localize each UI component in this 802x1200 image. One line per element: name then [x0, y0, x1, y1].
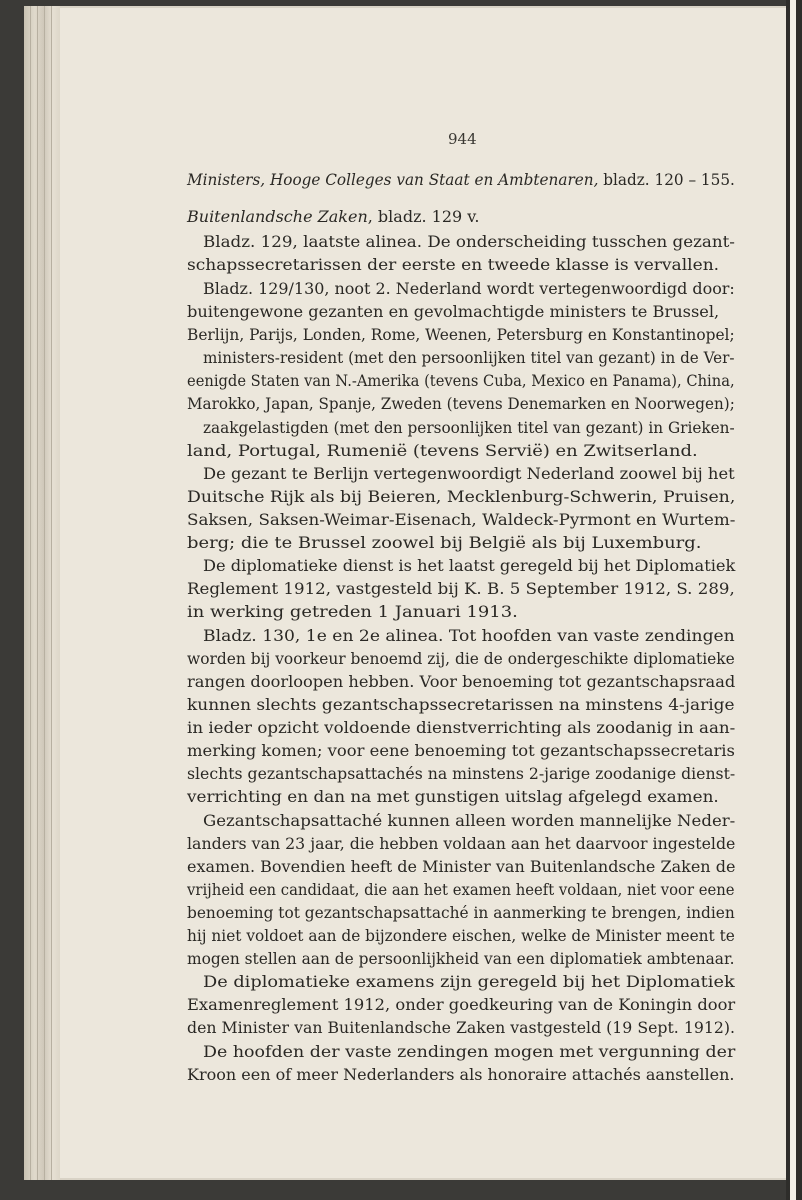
text-line: Marokko, Japan, Spanje, Zweden (tevens Denemarken en Noorwegen);	[187, 395, 735, 413]
section-heading-title: Ministers, Hooge Colleges van Staat en Ambtenaren,	[187, 170, 599, 189]
text-line: zaakgelastigden (met den persoonlijken titel van gezant) in Grieken-	[203, 419, 735, 437]
text-line: worden bij voorkeur benoemd zij, die de ondergeschikte diplomatieke	[187, 650, 735, 668]
scanner-edge-band	[790, 0, 796, 1200]
binding-line	[44, 6, 45, 1180]
page-number: 944	[448, 130, 477, 148]
section-heading-pages: bladz. 120 – 155.	[598, 170, 735, 189]
text-line: eenigde Staten van N.-Amerika (tevens Cuba, Mexico en Panama), China,	[187, 372, 735, 390]
text-line: Bladz. 129/130, noot 2. Nederland wordt vertegenwoordigd door:	[203, 280, 735, 298]
text-line: in werking getreden 1 Januari 1913.	[187, 603, 518, 621]
subsection-heading	[187, 207, 480, 226]
text-line: landers van 23 jaar, die hebben voldaan aan het daarvoor ingestelde	[187, 835, 736, 853]
binding-line	[30, 6, 31, 1180]
text-line: De gezant te Berlijn vertegenwoordigt Nederland zoowel bij het	[203, 465, 735, 483]
text-line: Bladz. 130, 1e en 2e alinea. Tot hoofden van vaste zendingen	[203, 627, 735, 645]
text-line: den Minister van Buitenlandsche Zaken vastgesteld (19 Sept. 1912).	[187, 1019, 736, 1037]
text-line: vrijheid een candidaat, die aan het examen heeft voldaan, niet voor eene	[187, 881, 735, 899]
text-line: De hoofden der vaste zendingen mogen met vergunning der	[203, 1043, 736, 1061]
text-line: kunnen slechts gezantschapssecretarissen na minstens 4-jarige	[187, 696, 735, 714]
text-line: slechts gezantschapsattachés na minstens 2-jarige zoodanige dienst-	[187, 765, 736, 783]
text-line: berg; die te Brussel zoowel bij België als bij Luxemburg.	[187, 534, 702, 552]
binding-line	[51, 6, 52, 1180]
text-line: Reglement 1912, vastgesteld bij K. B. 5 September 1912, S. 289,	[187, 580, 735, 598]
text-line: De diplomatieke examens zijn geregeld bij het Diplomatiek	[203, 973, 735, 991]
text-line: Kroon een of meer Nederlanders als honoraire attachés aanstellen.	[187, 1066, 735, 1084]
text-line: Gezantschapsattaché kunnen alleen worden mannelijke Neder-	[203, 812, 736, 830]
text-line: merking komen; voor eene benoeming tot gezantschapssecretaris	[187, 742, 735, 760]
text-line: land, Portugal, Rumenië (tevens Servië) en Zwitserland.	[187, 442, 698, 460]
text-line: Examenreglement 1912, onder goedkeuring van de Koningin door	[187, 996, 736, 1014]
text-line: schapssecretarissen der eerste en tweede klasse is vervallen.	[187, 256, 720, 274]
scanner-edge	[786, 0, 802, 1200]
section-heading	[187, 170, 735, 189]
text-line: Bladz. 129, laatste alinea. De onderscheiding tusschen gezant-	[203, 233, 735, 251]
text-line: in ieder opzicht voldoende dienstverrichting als zoodanig in aan-	[187, 719, 736, 737]
text-line: ministers-resident (met den persoonlijken titel van gezant) in de Ver-	[203, 349, 735, 367]
text-line: benoeming tot gezantschapsattaché in aanmerking te brengen, indien	[187, 904, 735, 922]
text-line: verrichting en dan na met gunstigen uitslag afgelegd examen.	[187, 788, 719, 806]
text-line: De diplomatieke dienst is het laatst geregeld bij het Diplomatiek	[203, 557, 736, 575]
text-line: hij niet voldoet aan de bijzondere eischen, welke de Minister meent te	[187, 927, 735, 945]
subsection-heading-title: Buitenlandsche Zaken	[187, 207, 368, 226]
text-line: Duitsche Rijk als bij Beieren, Mecklenburg-Schwerin, Pruisen,	[187, 488, 736, 506]
text-line: buitengewone gezanten en gevolmachtigde ministers te Brussel,	[187, 303, 720, 321]
text-line: Saksen, Saksen-Weimar-Eisenach, Waldeck-Pyrmont en Wurtem-	[187, 511, 736, 529]
text-line: Berlijn, Parijs, Londen, Rome, Weenen, Petersburg en Konstantinopel;	[187, 326, 735, 344]
subsection-heading-pages: , bladz. 129 v.	[367, 207, 480, 226]
text-line: rangen doorloopen hebben. Voor benoeming tot gezantschapsraad	[187, 673, 736, 691]
binding-line	[37, 6, 38, 1180]
text-line: examen. Bovendien heeft de Minister van Buitenlandsche Zaken de	[187, 858, 736, 876]
text-line: mogen stellen aan de persoonlijkheid van een diplomatiek ambtenaar.	[187, 950, 735, 968]
